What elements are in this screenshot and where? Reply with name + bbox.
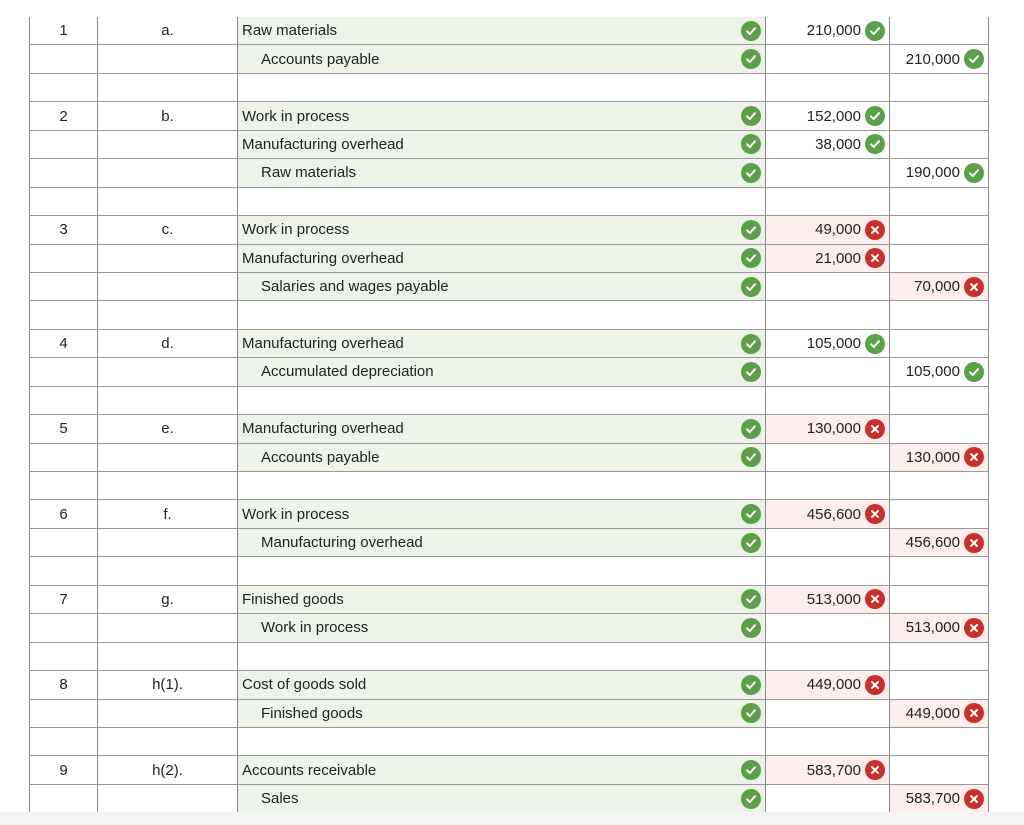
entry-number: [29, 444, 97, 472]
account-dropdown[interactable]: [237, 557, 765, 585]
checkmark-circle-icon: [741, 334, 761, 354]
account-name: Accounts payable: [261, 50, 380, 68]
blank-row: [29, 472, 989, 500]
checkmark-circle-icon: [741, 447, 761, 467]
transaction-letter: [97, 102, 237, 130]
transaction-letter: [97, 671, 237, 699]
debit-input[interactable]: [765, 529, 889, 557]
debit-value: 38,000: [815, 135, 861, 153]
credit-value: 456,600: [905, 534, 960, 552]
checkmark-circle-icon: [741, 533, 761, 553]
journal-row: [29, 529, 989, 557]
blank-row: [29, 301, 989, 329]
account-dropdown[interactable]: [237, 330, 765, 358]
journal-row: [29, 159, 989, 187]
debit-input[interactable]: [765, 102, 889, 130]
journal-row: [29, 586, 989, 614]
account-dropdown[interactable]: [237, 671, 765, 699]
journal-row: [29, 614, 989, 642]
x-circle-icon: [964, 533, 984, 553]
entry-number: [29, 472, 97, 500]
credit-input[interactable]: [889, 45, 989, 73]
checkmark-circle-icon: [741, 134, 761, 154]
credit-input[interactable]: [889, 472, 989, 500]
account-name: Cost of goods sold: [242, 676, 367, 694]
credit-input[interactable]: [889, 500, 989, 528]
credit-input[interactable]: [889, 188, 989, 216]
transaction-letter: [97, 45, 237, 73]
account-dropdown[interactable]: [237, 500, 765, 528]
account-dropdown[interactable]: [237, 529, 765, 557]
credit-input[interactable]: [889, 671, 989, 699]
checkmark-circle-icon: [741, 21, 761, 41]
checkmark-circle-icon: [865, 134, 885, 154]
credit-input[interactable]: [889, 358, 989, 386]
account-name: Sales: [261, 790, 299, 808]
transaction-letter: [97, 756, 237, 784]
checkmark-circle-icon: [741, 789, 761, 809]
transaction-letter: [97, 245, 237, 273]
transaction-letter-text: h(2).: [152, 761, 183, 779]
debit-input[interactable]: [765, 444, 889, 472]
x-circle-icon: [865, 589, 885, 609]
entry-number: [29, 557, 97, 585]
blank-row: [29, 188, 989, 216]
journal-row: [29, 700, 989, 728]
transaction-letter-text: e.: [161, 420, 174, 438]
debit-input[interactable]: [765, 330, 889, 358]
checkmark-circle-icon: [741, 703, 761, 723]
credit-input[interactable]: [889, 557, 989, 585]
debit-input[interactable]: [765, 301, 889, 329]
account-name: Raw materials: [261, 164, 357, 182]
entry-number: [29, 102, 97, 130]
credit-value: 130,000: [905, 448, 960, 466]
transaction-letter: [97, 785, 237, 813]
entry-number-text: 4: [59, 335, 68, 353]
transaction-letter: [97, 301, 237, 329]
credit-input[interactable]: [889, 301, 989, 329]
account-name: Work in process: [242, 505, 350, 523]
debit-value: 513,000: [806, 590, 861, 608]
checkmark-circle-icon: [964, 362, 984, 382]
entry-number-text: 8: [59, 676, 68, 694]
credit-input[interactable]: [889, 131, 989, 159]
transaction-letter: [97, 586, 237, 614]
entry-number: [29, 785, 97, 813]
checkmark-circle-icon: [741, 618, 761, 638]
checkmark-circle-icon: [741, 248, 761, 268]
account-dropdown[interactable]: [237, 756, 765, 784]
debit-input[interactable]: [765, 245, 889, 273]
credit-input[interactable]: [889, 756, 989, 784]
entry-number: [29, 756, 97, 784]
account-dropdown[interactable]: [237, 273, 765, 301]
debit-input[interactable]: [765, 216, 889, 244]
transaction-letter: [97, 216, 237, 244]
journal-row: [29, 131, 989, 159]
debit-value: 21,000: [815, 249, 861, 267]
debit-value: 130,000: [806, 420, 861, 438]
entry-number: [29, 330, 97, 358]
scroll-edge: [0, 812, 1024, 825]
credit-input[interactable]: [889, 586, 989, 614]
credit-input[interactable]: [889, 728, 989, 756]
transaction-letter: [97, 700, 237, 728]
credit-value: 105,000: [905, 363, 960, 381]
account-dropdown[interactable]: [237, 131, 765, 159]
credit-input[interactable]: [889, 216, 989, 244]
debit-input[interactable]: [765, 472, 889, 500]
transaction-letter: [97, 529, 237, 557]
journal-row: [29, 273, 989, 301]
checkmark-circle-icon: [741, 49, 761, 69]
account-dropdown[interactable]: [237, 415, 765, 443]
credit-value: 210,000: [905, 50, 960, 68]
account-dropdown[interactable]: [237, 159, 765, 187]
debit-input[interactable]: [765, 557, 889, 585]
entry-number-text: 5: [59, 420, 68, 438]
transaction-letter: [97, 17, 237, 45]
transaction-letter-text: g.: [161, 590, 174, 608]
credit-value: 449,000: [905, 704, 960, 722]
credit-value: 583,700: [905, 790, 960, 808]
entry-number: [29, 614, 97, 642]
account-dropdown[interactable]: [237, 700, 765, 728]
account-dropdown[interactable]: [237, 387, 765, 415]
transaction-letter: [97, 728, 237, 756]
transaction-letter-text: d.: [161, 335, 174, 353]
account-dropdown[interactable]: [237, 301, 765, 329]
credit-input[interactable]: [889, 387, 989, 415]
debit-value: 449,000: [806, 676, 861, 694]
checkmark-circle-icon: [964, 163, 984, 183]
entry-number: [29, 586, 97, 614]
entry-number: [29, 643, 97, 671]
transaction-letter: [97, 159, 237, 187]
journal-entry-table: [29, 17, 989, 813]
transaction-letter: [97, 273, 237, 301]
x-circle-icon: [964, 703, 984, 723]
entry-number-text: 7: [59, 590, 68, 608]
account-name: Accumulated depreciation: [261, 363, 434, 381]
credit-input[interactable]: [889, 330, 989, 358]
account-dropdown[interactable]: [237, 17, 765, 45]
transaction-letter: [97, 330, 237, 358]
account-dropdown[interactable]: [237, 444, 765, 472]
transaction-letter: [97, 444, 237, 472]
transaction-letter: [97, 387, 237, 415]
checkmark-circle-icon: [741, 163, 761, 183]
debit-input[interactable]: [765, 785, 889, 813]
account-name: Salaries and wages payable: [261, 278, 449, 296]
checkmark-circle-icon: [741, 277, 761, 297]
entry-number: [29, 245, 97, 273]
debit-input[interactable]: [765, 45, 889, 73]
x-circle-icon: [865, 675, 885, 695]
debit-input[interactable]: [765, 387, 889, 415]
transaction-letter-text: h(1).: [152, 676, 183, 694]
x-circle-icon: [865, 220, 885, 240]
x-circle-icon: [964, 618, 984, 638]
entry-number: [29, 700, 97, 728]
account-name: Manufacturing overhead: [242, 335, 404, 353]
entry-number: [29, 415, 97, 443]
account-name: Finished goods: [242, 590, 344, 608]
account-dropdown[interactable]: [237, 358, 765, 386]
account-dropdown[interactable]: [237, 643, 765, 671]
debit-input[interactable]: [765, 159, 889, 187]
entry-number: [29, 188, 97, 216]
account-name: Accounts receivable: [242, 761, 377, 779]
transaction-letter: [97, 472, 237, 500]
account-dropdown[interactable]: [237, 102, 765, 130]
account-dropdown[interactable]: [237, 614, 765, 642]
account-dropdown[interactable]: [237, 586, 765, 614]
account-name: Manufacturing overhead: [242, 249, 404, 267]
credit-input[interactable]: [889, 102, 989, 130]
debit-input[interactable]: [765, 671, 889, 699]
credit-input[interactable]: [889, 643, 989, 671]
account-name: Work in process: [261, 619, 369, 637]
account-name: Finished goods: [261, 704, 363, 722]
transaction-letter-text: b.: [161, 107, 174, 125]
blank-row: [29, 387, 989, 415]
checkmark-circle-icon: [741, 362, 761, 382]
debit-input[interactable]: [765, 415, 889, 443]
x-circle-icon: [865, 248, 885, 268]
journal-row: [29, 756, 989, 784]
transaction-letter: [97, 614, 237, 642]
entry-number-text: 1: [59, 22, 68, 40]
debit-input[interactable]: [765, 273, 889, 301]
checkmark-circle-icon: [741, 220, 761, 240]
account-name: Raw materials: [242, 22, 338, 40]
debit-input[interactable]: [765, 74, 889, 102]
journal-row: [29, 102, 989, 130]
checkmark-circle-icon: [741, 675, 761, 695]
entry-number: [29, 45, 97, 73]
debit-input[interactable]: [765, 756, 889, 784]
debit-value: 583,700: [806, 761, 861, 779]
checkmark-circle-icon: [741, 589, 761, 609]
transaction-letter: [97, 74, 237, 102]
account-dropdown[interactable]: [237, 728, 765, 756]
journal-row: [29, 216, 989, 244]
debit-value: 152,000: [806, 107, 861, 125]
x-circle-icon: [865, 419, 885, 439]
credit-input[interactable]: [889, 614, 989, 642]
account-dropdown[interactable]: [237, 45, 765, 73]
account-dropdown[interactable]: [237, 74, 765, 102]
transaction-letter: [97, 500, 237, 528]
checkmark-circle-icon: [964, 49, 984, 69]
checkmark-circle-icon: [741, 106, 761, 126]
checkmark-circle-icon: [865, 334, 885, 354]
credit-value: 190,000: [905, 164, 960, 182]
journal-row: [29, 415, 989, 443]
transaction-letter: [97, 188, 237, 216]
debit-value: 456,600: [806, 505, 861, 523]
debit-input[interactable]: [765, 614, 889, 642]
debit-input[interactable]: [765, 700, 889, 728]
entry-number: [29, 74, 97, 102]
blank-row: [29, 728, 989, 756]
journal-row: [29, 17, 989, 45]
debit-input[interactable]: [765, 500, 889, 528]
entry-number-text: 6: [59, 505, 68, 523]
debit-value: 210,000: [806, 22, 861, 40]
account-name: Manufacturing overhead: [261, 534, 423, 552]
journal-row: [29, 330, 989, 358]
checkmark-circle-icon: [865, 106, 885, 126]
credit-input[interactable]: [889, 444, 989, 472]
credit-input[interactable]: [889, 529, 989, 557]
account-name: Manufacturing overhead: [242, 135, 404, 153]
entry-number: [29, 301, 97, 329]
credit-input[interactable]: [889, 700, 989, 728]
journal-row: [29, 671, 989, 699]
blank-row: [29, 557, 989, 585]
debit-input[interactable]: [765, 586, 889, 614]
account-dropdown[interactable]: [237, 785, 765, 813]
account-dropdown[interactable]: [237, 472, 765, 500]
account-name: Manufacturing overhead: [242, 420, 404, 438]
x-circle-icon: [865, 504, 885, 524]
entry-number: [29, 529, 97, 557]
transaction-letter: [97, 643, 237, 671]
debit-input[interactable]: [765, 17, 889, 45]
debit-input[interactable]: [765, 643, 889, 671]
journal-row: [29, 444, 989, 472]
credit-input[interactable]: [889, 415, 989, 443]
account-dropdown[interactable]: [237, 245, 765, 273]
account-name: Work in process: [242, 221, 350, 239]
x-circle-icon: [964, 447, 984, 467]
entry-number: [29, 671, 97, 699]
credit-input[interactable]: [889, 273, 989, 301]
debit-input[interactable]: [765, 358, 889, 386]
debit-input[interactable]: [765, 131, 889, 159]
transaction-letter: [97, 358, 237, 386]
account-dropdown[interactable]: [237, 216, 765, 244]
transaction-letter: [97, 557, 237, 585]
credit-input[interactable]: [889, 17, 989, 45]
entry-number: [29, 728, 97, 756]
entry-number: [29, 159, 97, 187]
debit-value: 105,000: [806, 335, 861, 353]
x-circle-icon: [964, 277, 984, 297]
credit-value: 70,000: [914, 278, 960, 296]
journal-row: [29, 45, 989, 73]
transaction-letter: [97, 415, 237, 443]
journal-row: [29, 245, 989, 273]
debit-input[interactable]: [765, 188, 889, 216]
entry-number-text: 3: [59, 221, 68, 239]
transaction-letter-text: a.: [161, 22, 174, 40]
credit-input[interactable]: [889, 74, 989, 102]
transaction-letter-text: f.: [163, 505, 172, 523]
entry-number-text: 9: [59, 761, 68, 779]
debit-input[interactable]: [765, 728, 889, 756]
credit-input[interactable]: [889, 159, 989, 187]
transaction-letter-text: c.: [161, 221, 174, 239]
checkmark-circle-icon: [741, 419, 761, 439]
account-dropdown[interactable]: [237, 188, 765, 216]
checkmark-circle-icon: [865, 21, 885, 41]
credit-input[interactable]: [889, 785, 989, 813]
journal-row: [29, 500, 989, 528]
entry-number: [29, 131, 97, 159]
entry-number: [29, 500, 97, 528]
debit-value: 49,000: [815, 221, 861, 239]
checkmark-circle-icon: [741, 760, 761, 780]
transaction-letter: [97, 131, 237, 159]
journal-row: [29, 358, 989, 386]
blank-row: [29, 643, 989, 671]
blank-row: [29, 74, 989, 102]
credit-value: 513,000: [905, 619, 960, 637]
entry-number-text: 2: [59, 107, 68, 125]
entry-number: [29, 216, 97, 244]
account-name: Work in process: [242, 107, 350, 125]
x-circle-icon: [964, 789, 984, 809]
entry-number: [29, 17, 97, 45]
entry-number: [29, 387, 97, 415]
x-circle-icon: [865, 760, 885, 780]
entry-number: [29, 358, 97, 386]
checkmark-circle-icon: [741, 504, 761, 524]
entry-number: [29, 273, 97, 301]
credit-input[interactable]: [889, 245, 989, 273]
journal-row: [29, 785, 989, 813]
account-name: Accounts payable: [261, 448, 380, 466]
